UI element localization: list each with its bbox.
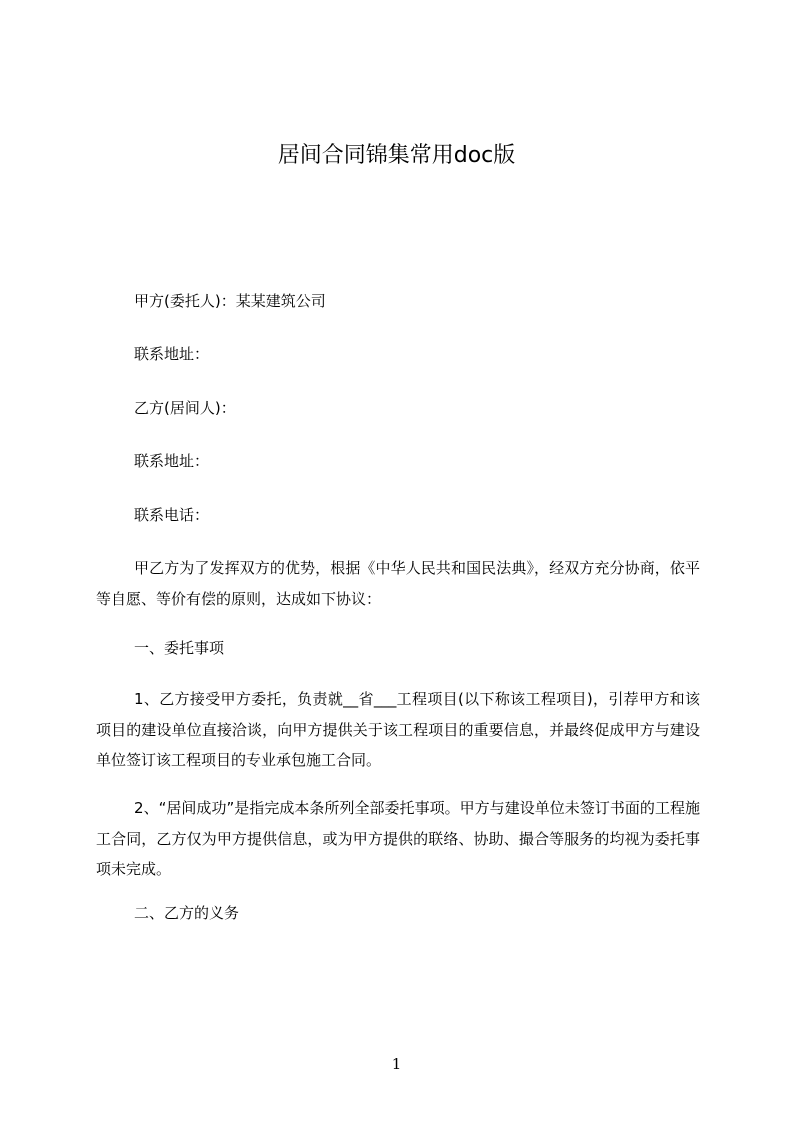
item-2-paragraph: 2、“居间成功”是指完成本条所列全部委托事项。甲方与建设单位未签订书面的工程施工合同，乙方仅为甲方提供信息，或为甲方提供的联络、协助、撮合等服务的均视为委托事项未完成。 (96, 799, 700, 878)
section-heading-entrusted-matters: 一、委托事项 (134, 639, 225, 657)
party-b-line: 乙方(居间人)： (134, 399, 236, 417)
section-heading-party-b-obligations: 二、乙方的义务 (134, 904, 240, 922)
contact-phone-line: 联系电话： (134, 506, 210, 524)
page-number: 1 (391, 1055, 402, 1073)
contact-address-b-line: 联系地址： (134, 452, 210, 470)
document-title: 居间合同锦集常用doc版 (277, 143, 516, 168)
contact-address-a-line: 联系地址： (134, 345, 210, 363)
party-a-line: 甲方(委托人)：某某建筑公司 (134, 292, 326, 310)
item-1-paragraph: 1、乙方接受甲方委托，负责就__省___工程项目(以下称该工程项目)，引荐甲方和该项目的建设单位直接洽谈，向甲方提供关于该工程项目的重要信息，并最终促成甲方与建设单位签订该工程项目的专业承包施工合同。 (96, 690, 700, 769)
intro-paragraph: 甲乙方为了发挥双方的优势，根据《中华人民共和国民法典》，经双方充分协商，依平等自愿、等价有偿的原则，达成如下协议： (96, 559, 700, 608)
